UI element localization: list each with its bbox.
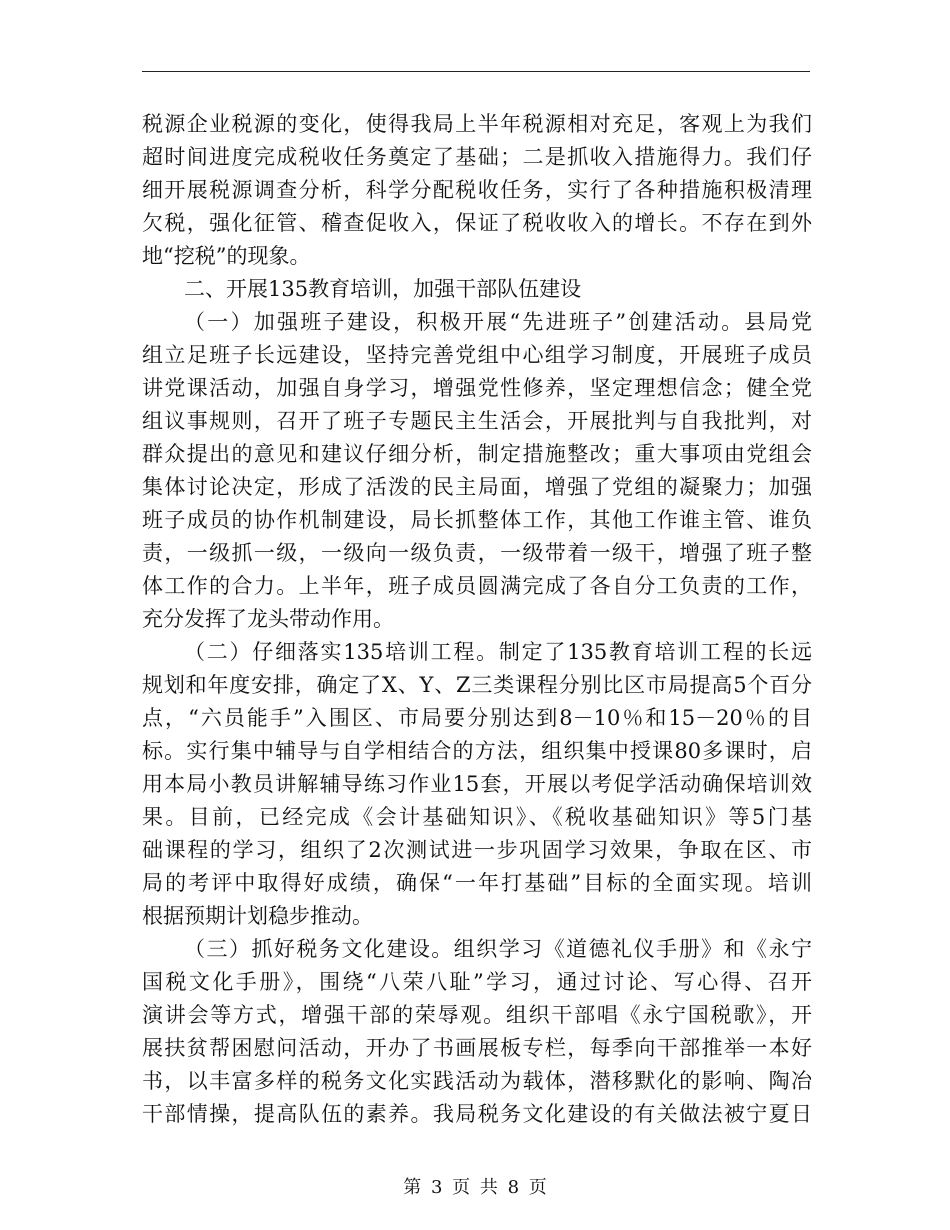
text-line: 充分发挥了龙头带动作用。 [142,607,394,631]
text-line: 干部情操，提高队伍的素养。我局税务文化建设的有关做法被宁夏日 [142,1102,812,1126]
text-line: 标。实行集中辅导与自学相结合的方法，组织集中授课80多课时，启 [142,739,812,763]
text-line: 演讲会等方式，增强干部的荣辱观。组织干部唱《永宁国税歌》，开 [142,1003,812,1027]
text-line: 超时间进度完成税收任务奠定了基础；二是抓收入措施得力。我们仔 [142,145,812,169]
text-line: 国税文化手册》，围绕“八荣八耻”学习，通过讨论、写心得、召开 [142,970,812,994]
text-line: 组议事规则，召开了班子专题民主生活会，开展批判与自我批判，对 [142,409,812,433]
text-line: 根据预期计划稳步推动。 [142,904,373,928]
text-line: 组立足班子长远建设，坚持完善党组中心组学习制度，开展班子成员 [142,343,812,367]
text-line: （一）加强班子建设，积极开展“先进班子”创建活动。县局党 [184,310,812,334]
text-line: 础课程的学习，组织了2次测试进一步巩固学习效果，争取在区、市 [142,838,812,862]
page-number-footer: 第 3 页 共 8 页 [403,1177,547,1198]
text-line: 群众提出的意见和建议仔细分析，制定措施整改；重大事项由党组会 [142,442,812,466]
text-line: 责，一级抓一级，一级向一级负责，一级带着一级干，增强了班子整 [142,541,812,565]
text-line: （二）仔细落实135培训工程。制定了135教育培训工程的长远 [184,640,812,664]
text-line: 二、开展135教育培训，加强干部队伍建设 [184,277,582,301]
text-line: 欠税，强化征管、稽查促收入，保证了税收收入的增长。不存在到外 [142,211,812,235]
text-line: 地“挖税”的现象。 [142,244,311,268]
text-line: 体工作的合力。上半年，班子成员圆满完成了各自分工负责的工作， [142,574,812,598]
text-line: 税源企业税源的变化，使得我局上半年税源相对充足，客观上为我们 [142,112,812,136]
text-line: 局的考评中取得好成绩，确保“一年打基础”目标的全面实现。培训 [142,871,812,895]
text-line: 果。目前，已经完成《会计基础知识》、《税收基础知识》等5门基 [142,805,812,829]
text-line: 书，以丰富多样的税务文化实践活动为载体，潜移默化的影响、陶冶 [142,1069,812,1093]
text-line: 细开展税源调查分析，科学分配税收任务，实行了各种措施积极清理 [142,178,812,202]
text-line: 点，“六员能手”入围区、市局要分别达到8－10％和15－20％的目 [142,706,812,730]
document-body [142,108,812,1131]
text-line: 讲党课活动，加强自身学习，增强党性修养，坚定理想信念；健全党 [142,376,812,400]
header-rule [142,71,810,72]
text-line: 用本局小教员讲解辅导练习作业15套，开展以考促学活动确保培训效 [142,772,812,796]
text-line: 班子成员的协作机制建设，局长抓整体工作，其他工作谁主管、谁负 [142,508,812,532]
text-line: 展扶贫帮困慰问活动，开办了书画展板专栏，每季向干部推举一本好 [142,1036,812,1060]
text-line: 规划和年度安排，确定了X、Y、Z三类课程分别比区市局提高5个百分 [142,673,812,697]
text-line: 集体讨论决定，形成了活泼的民主局面，增强了党组的凝聚力；加强 [142,475,812,499]
text-line: （三）抓好税务文化建设。组织学习《道德礼仪手册》和《永宁 [184,937,812,961]
